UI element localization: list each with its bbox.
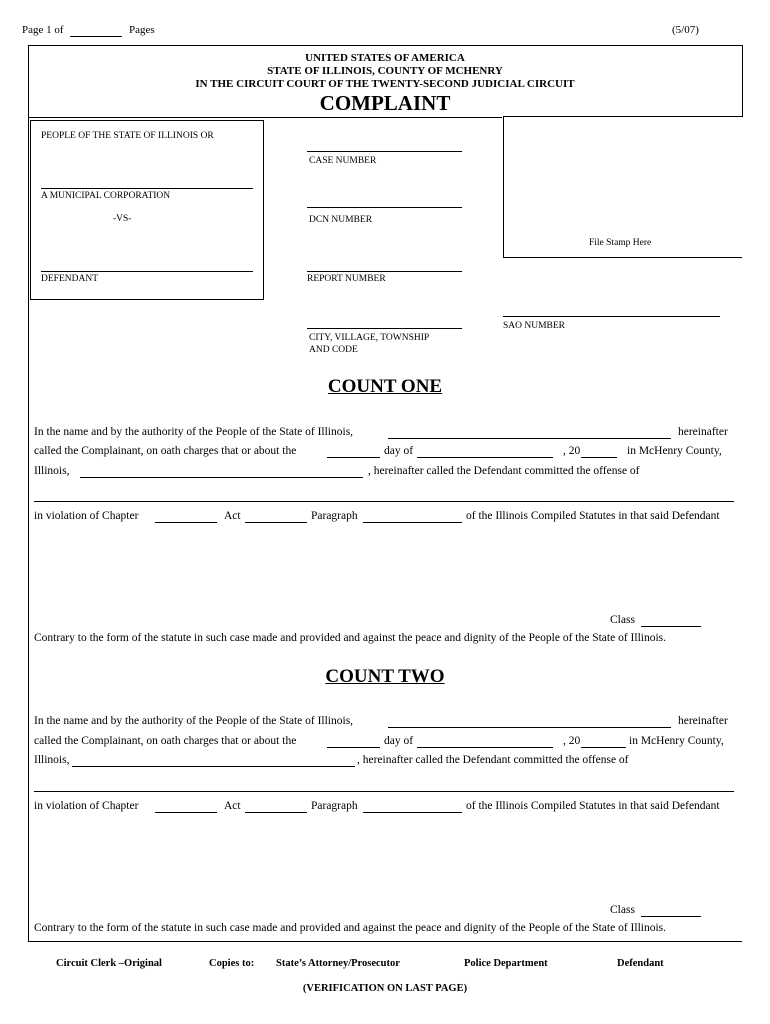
count-one-line-3-start: Illinois, [34,465,70,477]
total-pages-line[interactable] [70,36,122,37]
count-one-defendant-line[interactable] [80,477,363,478]
count-one-chapter-line[interactable] [155,522,217,523]
count-one-year-line[interactable] [581,457,617,458]
count-two-line-1-start: In the name and by the authority of the People of the State of Illinois, [34,715,354,727]
count-two-month-line[interactable] [417,747,553,748]
count-two-municipality-line[interactable] [388,727,671,728]
sao-number-label: SAO NUMBER [503,321,566,331]
footer-copies-to: Copies to: [209,958,255,969]
count-one-municipality-line[interactable] [388,438,671,439]
city-code-line[interactable] [307,328,462,329]
municipal-corporation-line[interactable] [41,188,253,189]
count-one-class-label: Class [610,614,635,626]
count-two-chapter-line[interactable] [155,812,217,813]
count-two-day-of: day of [384,735,414,747]
count-two-title: COUNT TWO [325,666,445,687]
count-two-contrary: Contrary to the form of the statute in such case made and provided and against the peace and dignity of the People of the State of Illinois. [34,922,667,934]
frame-bottom [28,941,742,942]
municipal-corporation-label: A MUNICIPAL CORPORATION [41,191,171,201]
footer-verification: (VERIFICATION ON LAST PAGE) [302,983,468,994]
page-number-prefix: Page 1 of [22,24,64,36]
count-two-line-1-end: hereinafter [678,715,728,727]
count-two-act-line[interactable] [245,812,307,813]
count-two-year-line[interactable] [581,747,626,748]
court-header-line-1: UNITED STATES OF AMERICA [305,52,465,64]
city-code-label-2: AND CODE [309,345,358,355]
count-two-paragraph-label: Paragraph [311,800,358,812]
count-one-month-line[interactable] [417,457,553,458]
file-stamp-label: File Stamp Here [589,238,652,248]
count-two-line-2-end: in McHenry County, [629,735,724,747]
court-header-line-3: IN THE CIRCUIT COURT OF THE TWENTY-SECOND JUDICIAL CIRCUIT [195,78,575,90]
parties-box [30,120,264,300]
count-one-date-line[interactable] [327,457,380,458]
city-code-label-1: CITY, VILLAGE, TOWNSHIP [309,333,430,343]
count-two-violation-end: of the Illinois Compiled Statutes in that said Defendant [466,800,720,812]
footer-states-attorney: State’s Attorney/Prosecutor [276,958,400,969]
count-two-act-label: Act [224,800,241,812]
count-one-act-label: Act [224,510,241,522]
defendant-label: DEFENDANT [41,274,98,284]
count-two-date-line[interactable] [327,747,380,748]
count-two-line-3-end: , hereinafter called the Defendant committed the offense of [357,754,629,766]
header-divider [28,117,502,118]
count-two-class-line[interactable] [641,916,701,917]
count-one-line-1-start: In the name and by the authority of the People of the State of Illinois, [34,426,354,438]
count-two-class-label: Class [610,904,635,916]
report-number-label: REPORT NUMBER [307,274,386,284]
count-two-paragraph-line[interactable] [363,812,462,813]
file-stamp-box [503,116,742,258]
frame-top [28,45,742,46]
count-two-defendant-line[interactable] [72,766,355,767]
count-one-line-2-end: in McHenry County, [627,445,722,457]
count-one-line-3-end: , hereinafter called the Defendant committed the offense of [368,465,640,477]
count-two-year-prefix: , 20 [563,735,581,747]
sao-number-line[interactable] [503,316,720,317]
frame-right-top [742,45,743,117]
versus-label: -VS- [113,214,132,224]
count-one-year-prefix: , 20 [563,445,581,457]
count-two-line-3-start: Illinois, [34,754,70,766]
dcn-number-line[interactable] [307,207,462,208]
count-one-chapter-label: in violation of Chapter [34,510,139,522]
plaintiff-label: PEOPLE OF THE STATE OF ILLINOIS OR [41,131,214,141]
count-one-line-2-start: called the Complainant, on oath charges that or about the [34,445,297,457]
count-one-paragraph-label: Paragraph [311,510,358,522]
count-one-act-line[interactable] [245,522,307,523]
footer-defendant: Defendant [617,958,664,969]
form-code: (5/07) [672,24,699,36]
report-number-line[interactable] [307,271,462,272]
count-two-line-2-start: called the Complainant, on oath charges that or about the [34,735,297,747]
frame-left [28,45,29,941]
count-one-violation-end: of the Illinois Compiled Statutes in that said Defendant [466,510,720,522]
count-two-chapter-label: in violation of Chapter [34,800,139,812]
page-title: COMPLAINT [319,91,451,115]
count-one-title: COUNT ONE [327,376,443,397]
count-one-paragraph-line[interactable] [363,522,462,523]
pages-label: Pages [129,24,155,36]
count-two-offense-line[interactable] [34,791,734,792]
count-one-day-of: day of [384,445,414,457]
count-one-line-1-end: hereinafter [678,426,728,438]
dcn-number-label: DCN NUMBER [309,215,373,225]
footer-clerk: Circuit Clerk –Original [56,958,162,969]
count-one-offense-line[interactable] [34,501,734,502]
case-number-line[interactable] [307,151,462,152]
court-header-line-2: STATE OF ILLINOIS, COUNTY OF MCHENRY [267,65,503,77]
defendant-line[interactable] [41,271,253,272]
case-number-label: CASE NUMBER [309,156,377,166]
count-one-class-line[interactable] [641,626,701,627]
footer-police: Police Department [464,958,548,969]
count-one-contrary: Contrary to the form of the statute in such case made and provided and against the peace and dignity of the People of the State of Illinois. [34,632,667,644]
